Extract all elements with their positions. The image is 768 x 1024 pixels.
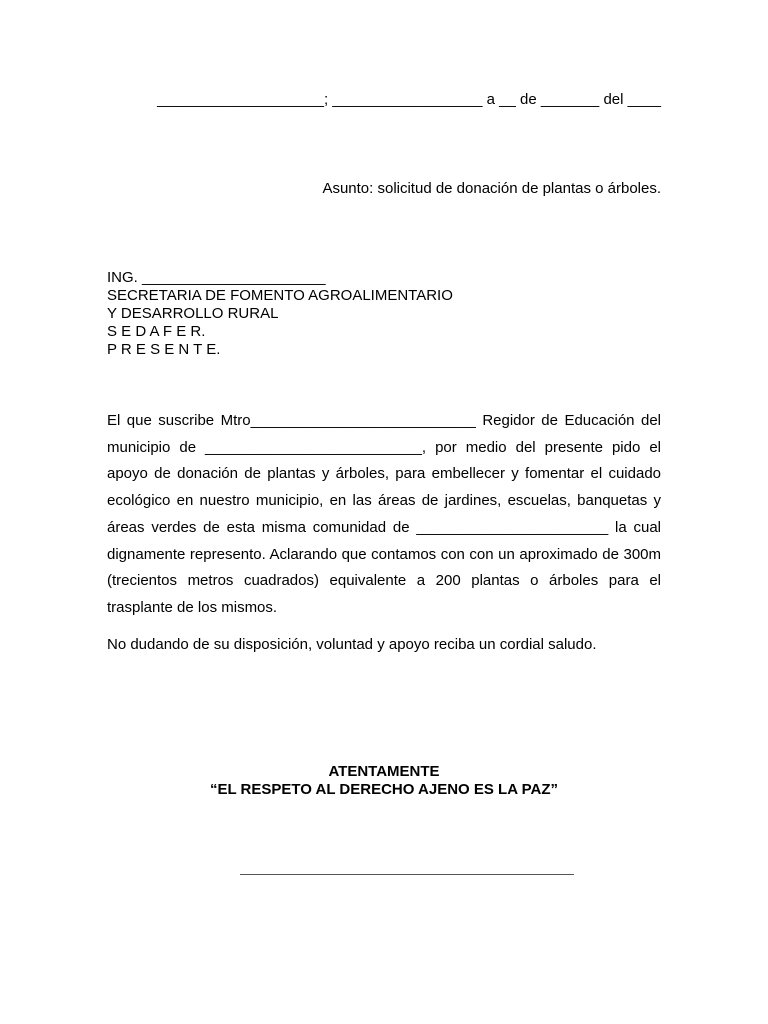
body-paragraph: El que suscribe Mtro___________________________ Regidor de Educación del municipio de __________________________, por medio del presente pido el apoyo de donación de plantas y árboles, para embellecer y fomentar el cuidado ecológico en nuestro municipio, en las áreas de jardines, escuelas, banquetas y áreas verdes de esta misma comunidad de _______________________ la cual dignamente represento. Aclarando que contamos con con un aproximado de 300m (trecientos metros cuadrados) equivalente a 200 plantas o árboles para el trasplante de los mismos.: [107, 412, 661, 616]
recipient-presente: P R E S E N T E.: [107, 341, 221, 358]
closing-paragraph: No dudando de su disposición, voluntad y apoyo reciba un cordial saludo.: [107, 636, 597, 653]
recipient-acronym: S E D A F E R.: [107, 323, 206, 340]
signature-block: [106, 763, 662, 799]
recipient-name-line: ING. ______________________: [107, 269, 326, 286]
recipient-block: [107, 269, 667, 359]
subject-line: Asunto: solicitud de donación de plantas o árboles.: [322, 180, 661, 197]
date-place-line: ____________________; __________________ a __ de _______ del ____: [157, 91, 661, 108]
salutation: ATENTAMENTE: [328, 763, 440, 780]
recipient-org-line-1: SECRETARIA DE FOMENTO AGROALIMENTARIO: [107, 287, 453, 304]
signature-line: [240, 874, 574, 875]
motto: “EL RESPETO AL DERECHO AJENO ES LA PAZ”: [209, 781, 559, 798]
recipient-org-line-2: Y DESARROLLO RURAL: [107, 305, 279, 322]
